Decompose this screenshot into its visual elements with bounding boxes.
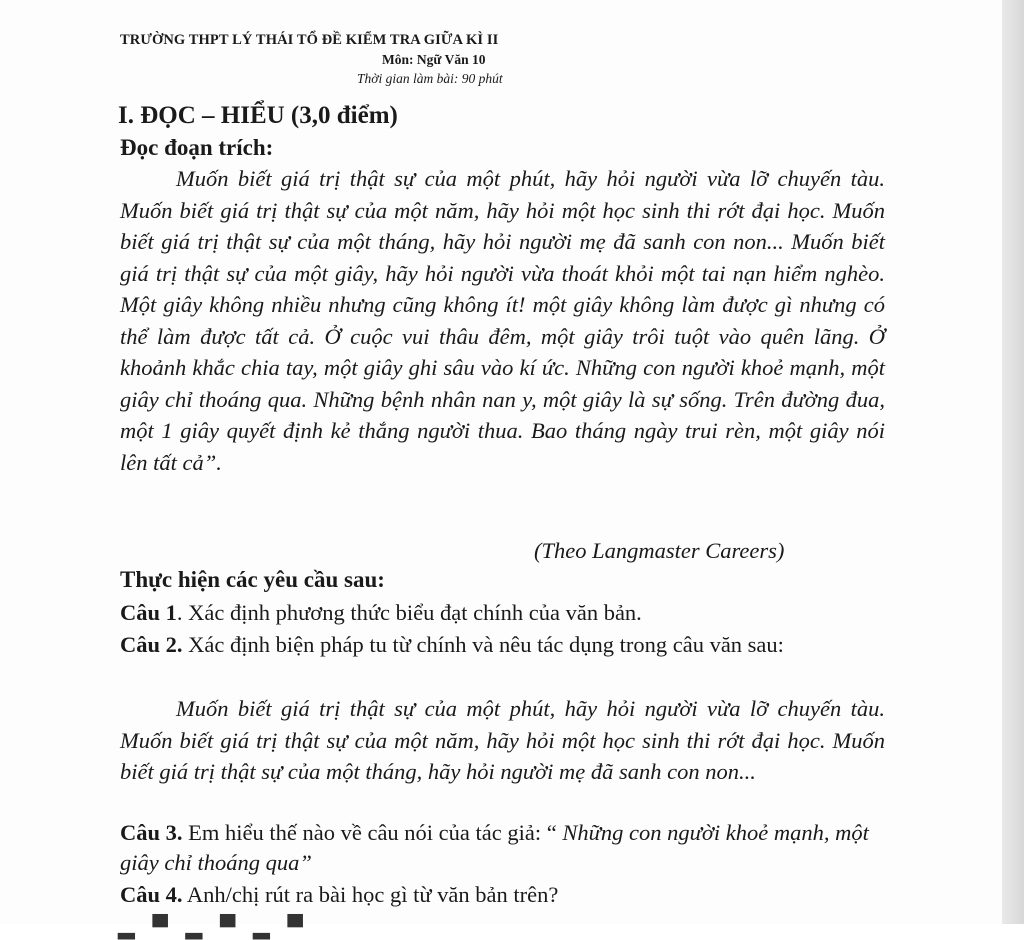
question-4-label: Câu 4. <box>120 882 183 907</box>
reading-passage: Muốn biết giá trị thật sự của một phút, hãy hỏi người vừa lỡ chuyến tàu. Muốn biết giá trị thật sự của một năm, hãy hỏi một học sinh thi rớt đại học. Muốn biết giá trị thật sự của một tháng, hãy hỏi người mẹ đã sanh con non... Muốn biết giá trị thật sự của một giây, hãy hỏi người vừa thoát khỏi một tai nạn hiểm nghèo. Một giây không nhiều nhưng cũng không ít! một giây không làm được gì nhưng có thể làm được tất cả. Ở cuộc vui thâu đêm, một giây trôi tuột vào quên lãng. Ở khoảnh khắc chia tay, một giây ghi sâu vào kí ức. Những con người khoẻ mạnh, một giây chỉ thoáng qua. Những bệnh nhân nan y, một giây là sự sống. Trên đường đua, một 1 giây quyết định kẻ thắng người thua. Bao tháng ngày trui rèn, một giây nói lên tất cả”. <box>120 166 885 475</box>
cropped-text-line: ▂ ▀ ▂ ▀ ▂ ▀ <box>118 914 310 939</box>
question-4-text: Anh/chị rút ra bài học gì từ văn bản trên? <box>182 882 559 907</box>
question-2-text: Xác định biện pháp tu từ chính và nêu tác dụng trong câu văn sau: <box>182 632 784 657</box>
question-3-quote: Những con người khoẻ mạnh, một giây chỉ thoáng qua” <box>120 820 869 875</box>
question-1 <box>120 598 880 628</box>
question-2-label: Câu 2. <box>120 632 183 657</box>
question-2-quote: Muốn biết giá trị thật sự của một phút, hãy hỏi người vừa lỡ chuyến tàu. Muốn biết giá trị thật sự của một năm, hãy hỏi một học sinh thi rớt đại học. Muốn biết giá trị thật sự của một tháng, hãy hỏi người mẹ đã sanh con non... <box>120 696 885 784</box>
section-title: I. ĐỌC – HIỂU (3,0 điểm) <box>118 102 398 129</box>
passage-source: (Theo Langmaster Careers) <box>534 538 785 563</box>
read-excerpt-label: Đọc đoạn trích: <box>120 135 274 160</box>
question-4 <box>120 880 880 910</box>
page-edge-shadow <box>1002 0 1024 924</box>
question-3-label: Câu 3. <box>120 820 183 845</box>
question-3-text: Em hiểu thế nào về câu nói của tác giả: “ <box>182 820 563 845</box>
question-2 <box>120 630 880 660</box>
question-1-text: . Xác định phương thức biểu đạt chính của văn bản. <box>176 600 642 625</box>
exam-header-subject: Môn: Ngữ Văn 10 <box>382 52 486 67</box>
exam-header-school: TRƯỜNG THPT LÝ THÁI TỔ ĐỀ KIỂM TRA GIỮA KÌ II <box>120 32 499 48</box>
question-1-label: Câu 1 <box>120 600 177 625</box>
question-3 <box>120 818 880 878</box>
exam-header-time: Thời gian làm bài: 90 phút <box>357 71 503 86</box>
requirements-heading: Thực hiện các yêu cầu sau: <box>120 567 385 592</box>
